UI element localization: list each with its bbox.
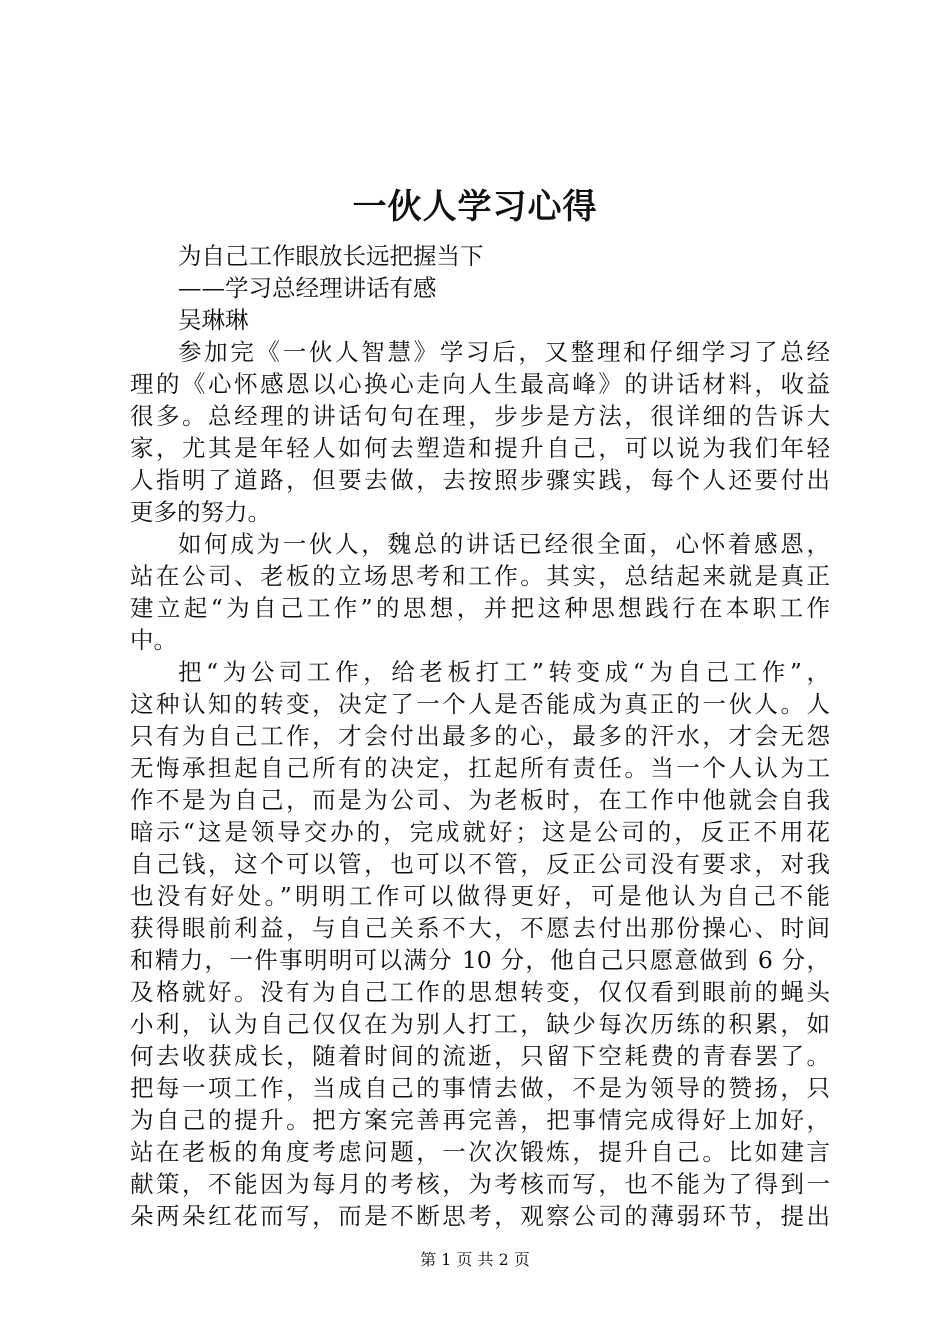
- page-footer: 第 1 页 共 2 页: [420, 1250, 530, 1269]
- text-line: 只有为自己工作，才会付出最多的心，最多的汗水，才会无怨: [130, 722, 830, 750]
- text-line: 及格就好。没有为自己工作的思想转变，仅仅看到眼前的蝇头: [130, 978, 830, 1006]
- text-line: 小利，认为自己仅仅在为别人打工，缺少每次历练的积累，如: [130, 1010, 830, 1038]
- text-line: 把“为公司工作，给老板打工”转变成“为自己工作”，: [178, 658, 830, 686]
- text-line: 更多的努力。: [130, 498, 271, 526]
- text-line: 暗示“这是领导交办的，完成就好；这是公司的，反正不用花: [130, 818, 830, 846]
- document-subtitle: 为自己工作眼放长远把握当下: [178, 242, 484, 270]
- text-line: 作不是为自己，而是为公司、为老板时，在工作中他就会自我: [130, 786, 830, 814]
- text-line: 献策，不能因为每月的考核，为考核而写，也不能为了得到一: [130, 1170, 830, 1198]
- document-title: 一伙人学习心得: [352, 187, 598, 227]
- text-line: 也没有好处。”明明工作可以做得更好，可是他认为自己不能: [130, 882, 830, 910]
- text-line: 自己钱，这个可以管，也可以不管，反正公司没有要求，对我: [130, 850, 830, 878]
- text-line: 获得眼前利益，与自己关系不大，不愿去付出那份操心、时间: [130, 914, 830, 942]
- document-author: 吴琳琳: [178, 306, 249, 334]
- text-line: 站在老板的角度考虑问题，一次次锻炼，提升自己。比如建言: [130, 1138, 830, 1166]
- text-line: 人指明了道路，但要去做，去按照步骤实践，每个人还要付出: [130, 466, 830, 494]
- text-line: 很多。总经理的讲话句句在理，步步是方法，很详细的告诉大: [130, 402, 830, 430]
- document-body: [130, 240, 830, 1232]
- text-line: 如何成为一伙人，魏总的讲话已经很全面，心怀着感恩，: [178, 530, 830, 558]
- text-line: 中。: [130, 626, 177, 654]
- text-line: 把每一项工作，当成自己的事情去做，不是为领导的赞扬，只: [130, 1074, 830, 1102]
- text-line: 建立起“为自己工作”的思想，并把这种思想践行在本职工作: [130, 594, 830, 622]
- text-line: 为自己的提升。把方案完善再完善，把事情完成得好上加好，: [130, 1106, 830, 1134]
- text-line: 朵两朵红花而写，而是不断思考，观察公司的薄弱环节，提出: [130, 1202, 830, 1230]
- text-line: 理的《心怀感恩以心换心走向人生最高峰》的讲话材料，收益: [130, 370, 830, 398]
- text-line: 参加完《一伙人智慧》学习后，又整理和仔细学习了总经: [178, 338, 830, 366]
- text-line: 何去收获成长，随着时间的流逝，只留下空耗费的青春罢了。: [130, 1042, 830, 1070]
- text-line: 站在公司、老板的立场思考和工作。其实，总结起来就是真正: [130, 562, 830, 590]
- text-line: 和精力，一件事明明可以满分 10 分，他自己只愿意做到 6 分，: [130, 946, 830, 974]
- text-line: 这种认知的转变，决定了一个人是否能成为真正的一伙人。人: [130, 690, 830, 718]
- document-sub-subtitle: ——学习总经理讲话有感: [178, 274, 437, 302]
- text-line: 家，尤其是年轻人如何去塑造和提升自己，可以说为我们年轻: [130, 434, 830, 462]
- text-line: 无悔承担起自己所有的决定，扛起所有责任。当一个人认为工: [130, 754, 830, 782]
